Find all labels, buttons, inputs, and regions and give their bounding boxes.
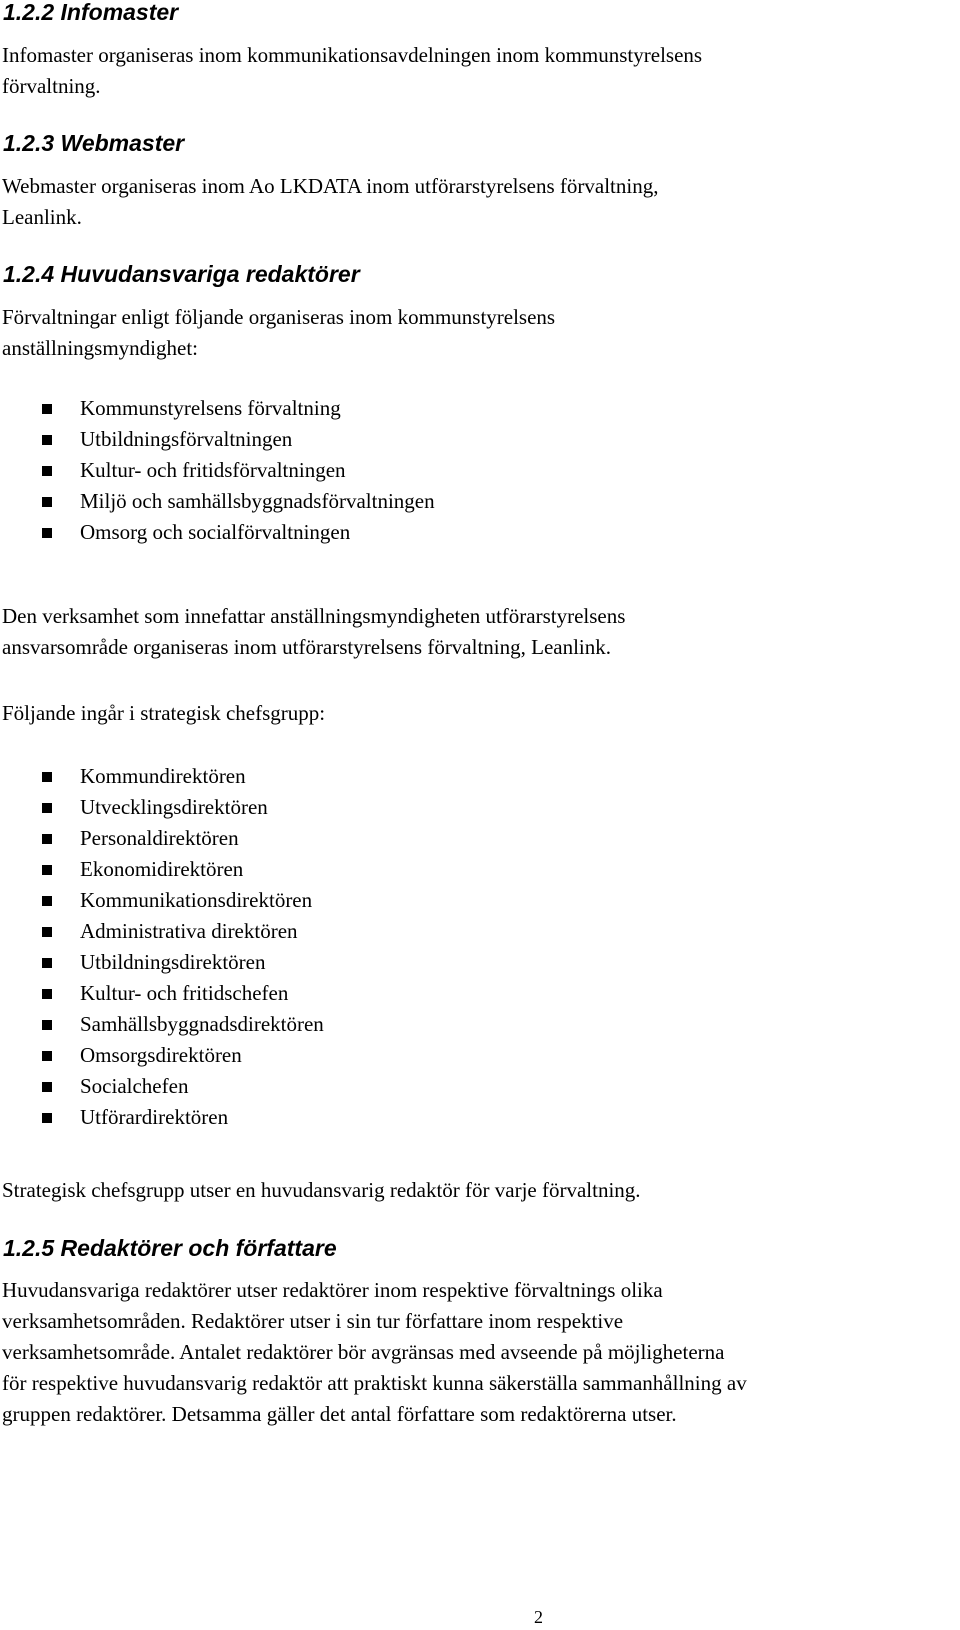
redaktorer-paragraph-line-2: verksamhetsområden. Redaktörer utser i sin tur författare inom respektive [2, 1309, 624, 1333]
list-item: Utbildningsdirektören [0, 947, 324, 978]
list-item: Personaldirektören [0, 823, 324, 854]
section-heading-redaktorer-och-forfattare: 1.2.5 Redaktörer och författare [3, 1235, 337, 1261]
infomaster-paragraph-line-1: Infomaster organiseras inom kommunikationsavdelningen inom kommunstyrelsens [2, 43, 703, 67]
bullet-square-icon [42, 772, 52, 782]
list-item: Socialchefen [0, 1071, 324, 1102]
list-item: Kommundirektören [0, 761, 324, 792]
list-item: Miljö och samhällsbyggnadsförvaltningen [0, 486, 435, 517]
anstallningsmyndighet-paragraph-line-1: Den verksamhet som innefattar anställningsmyndigheten utförarstyrelsens [2, 604, 626, 628]
chefsgrupp-closing-paragraph: Strategisk chefsgrupp utser en huvudansvarig redaktör för varje förvaltning. [2, 1178, 641, 1202]
bullet-square-icon [42, 404, 52, 414]
list-item: Kultur- och fritidschefen [0, 978, 324, 1009]
bullet-square-icon [42, 834, 52, 844]
bullet-square-icon [42, 989, 52, 999]
bullet-square-icon [42, 896, 52, 906]
bullet-square-icon [42, 865, 52, 875]
list-item: Utvecklingsdirektören [0, 792, 324, 823]
anstallningsmyndighet-paragraph-line-2: ansvarsområde organiseras inom utförarstyrelsens förvaltning, Leanlink. [2, 635, 612, 659]
bullet-square-icon [42, 497, 52, 507]
section-heading-huvudansvariga-redaktorer: 1.2.4 Huvudansvariga redaktörer [3, 261, 360, 287]
redaktorer-paragraph-line-1: Huvudansvariga redaktörer utser redaktörer inom respektive förvaltnings olika [2, 1278, 663, 1302]
list-item: Ekonomidirektören [0, 854, 324, 885]
list-item: Samhällsbyggnadsdirektören [0, 1009, 324, 1040]
bullet-square-icon [42, 1113, 52, 1123]
bullet-square-icon [42, 435, 52, 445]
administration-list [0, 393, 435, 548]
redaktorer-paragraph-line-3: verksamhetsområde. Antalet redaktörer bör avgränsas med avseende på möjligheterna [2, 1340, 725, 1364]
strategisk-chefsgrupp-intro: Följande ingår i strategisk chefsgrupp: [2, 701, 326, 725]
bullet-square-icon [42, 528, 52, 538]
list-item: Omsorgsdirektören [0, 1040, 324, 1071]
redaktorer-paragraph-line-5: gruppen redaktörer. Detsamma gäller det antal författare som redaktörerna utser. [2, 1402, 677, 1426]
list-item: Utförardirektören [0, 1102, 324, 1133]
chefsgrupp-list [0, 761, 324, 1133]
bullet-square-icon [42, 958, 52, 968]
huvudansvariga-intro-line-2: anställningsmyndighet: [2, 336, 198, 360]
section-heading-infomaster: 1.2.2 Infomaster [3, 0, 179, 25]
list-item: Administrativa direktören [0, 916, 324, 947]
infomaster-paragraph-line-2: förvaltning. [2, 74, 101, 98]
bullet-square-icon [42, 1020, 52, 1030]
section-heading-webmaster: 1.2.3 Webmaster [3, 130, 185, 156]
list-item: Kommunikationsdirektören [0, 885, 324, 916]
list-item: Kommunstyrelsens förvaltning [0, 393, 435, 424]
list-item: Utbildningsförvaltningen [0, 424, 435, 455]
redaktorer-paragraph-line-4: för respektive huvudansvarig redaktör att praktiskt kunna säkerställa sammanhållning av [2, 1371, 747, 1395]
bullet-square-icon [42, 927, 52, 937]
webmaster-paragraph-line-1: Webmaster organiseras inom Ao LKDATA inom utförarstyrelsens förvaltning, [2, 174, 659, 198]
huvudansvariga-intro-line-1: Förvaltningar enligt följande organiseras inom kommunstyrelsens [2, 305, 556, 329]
bullet-square-icon [42, 1082, 52, 1092]
list-item: Kultur- och fritidsförvaltningen [0, 455, 435, 486]
bullet-square-icon [42, 803, 52, 813]
webmaster-paragraph-line-2: Leanlink. [2, 205, 82, 229]
bullet-square-icon [42, 466, 52, 476]
list-item: Omsorg och socialförvaltningen [0, 517, 435, 548]
page-number: 2 [534, 1607, 543, 1627]
bullet-square-icon [42, 1051, 52, 1061]
